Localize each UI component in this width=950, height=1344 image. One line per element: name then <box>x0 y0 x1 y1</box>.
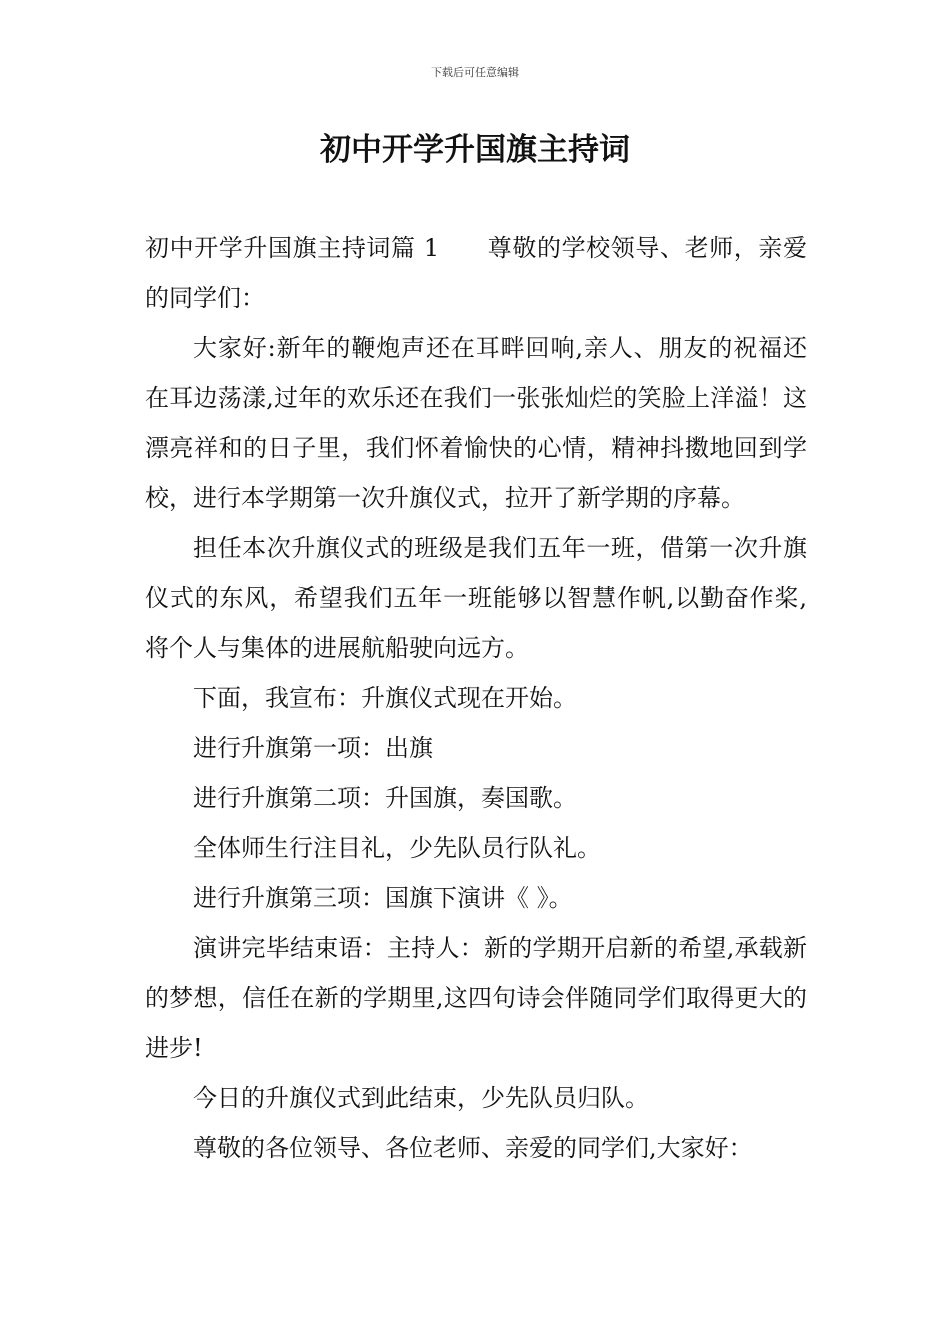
document-body <box>145 223 807 1173</box>
paragraph-announce-start: 下面，我宣布：升旗仪式现在开始。 <box>193 684 577 712</box>
paragraph-ceremony-end: 今日的升旗仪式到此结束，少先队员归队。 <box>193 1084 649 1112</box>
paragraph-step-two: 进行升旗第二项：升国旗，奏国歌。 <box>193 784 577 812</box>
header-note: 下载后可任意编辑 <box>431 66 519 79</box>
paragraph-class-intro: 担任本次升旗仪式的班级是我们五年一班，借第一次升旗仪式的东风，希望我们五年一班能够以智慧作帆,以勤奋作桨,将个人与集体的进展航船驶向远方。 <box>145 534 807 662</box>
document-title: 初中开学升国旗主持词 <box>320 132 630 168</box>
paragraph-closing-remarks: 演讲完毕结束语：主持人：新的学期开启新的希望,承载新的梦想，信任在新的学期里,这四句诗会伴随同学们取得更大的进步! <box>145 934 807 1062</box>
section-heading: 初中开学升国旗主持词篇 1 <box>145 234 440 262</box>
intro-paragraph <box>145 223 807 323</box>
salutation: 尊敬的学校领导、老师，亲爱的同学们： <box>145 234 808 312</box>
paragraph-step-three: 进行升旗第三项：国旗下演讲《 》。 <box>193 884 573 912</box>
paragraph-step-one: 进行升旗第一项：出旗 <box>193 734 433 762</box>
paragraph-salute: 全体师生行注目礼，少先队员行队礼。 <box>193 834 601 862</box>
paragraph-second-greeting: 尊敬的各位领导、各位老师、亲爱的同学们,大家好： <box>193 1134 753 1162</box>
paragraph-greeting: 大家好:新年的鞭炮声还在耳畔回响,亲人、朋友的祝福还在耳边荡漾,过年的欢乐还在我们一张张灿烂的笑脸上洋溢！这漂亮祥和的日子里，我们怀着愉快的心情，精神抖擞地回到学校，进行本学期第一次升旗仪式，拉开了新学期的序幕。 <box>145 334 807 512</box>
